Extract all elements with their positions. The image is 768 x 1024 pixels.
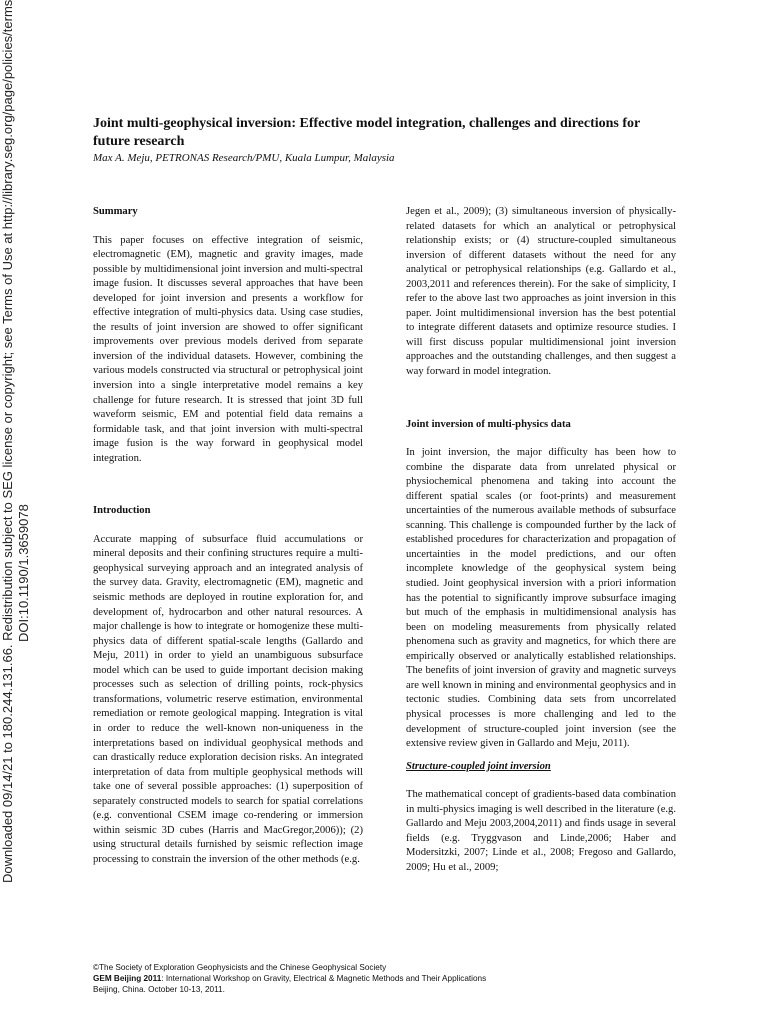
- download-notice: Downloaded 09/14/21 to 180.244.131.66. Redistribution subject to SEG license or copyright; see Terms of Use at http://library.seg.org/page/policies/terms: [0, 0, 15, 883]
- paper-title: Joint multi-geophysical inversion: Effective model integration, challenges and directions for future research: [93, 116, 641, 149]
- structure-coupled-heading: Structure-coupled joint inversion: [406, 760, 551, 772]
- introduction-text: Accurate mapping of subsurface fluid accumulations or mineral deposits and their confining structures require a multi-geophysical surveying approach and an integrated analysis of the survey data. Gravity, electromagnetic (EM), magnetic and seismic methods are deployed in routine exploration for, and development of, hydrocarbon and other natural resources. A major challenge is how to integrate or homogenize these multi-physics data of different spatial-scale lengths (Gallardo and Meju, 2011) in order to yield an unambiguous subsurface model which can be used to guide important decision making processes such as selection of drilling points, rock-physics transformations, volumetric reserve estimation, environmental remediation or remote geological mapping. Integration is vital in order to reduce the well-known non-uniqueness in the interpretations based on individual geophysical methods and can drastically reduce exploration decision risks. An integrated interpretation of data from multiple geophysical methods will take one of several possible approaches: (1) superposition of separately constructed models to search for spatial correlations (e.g. conventional CSEM image co-rendering or immersion within seismic 3D cubes (Harris and MacGregor,2006)); (2) using structural details furnished by seismic reflection image processing to constrain the inversion of the other methods (e.g.: [93, 533, 363, 865]
- summary-heading: Summary: [93, 206, 138, 217]
- summary-text: This paper focuses on effective integration of seismic, electromagnetic (EM), magnetic and gravity images, made possible by multidimensional joint inversion and multi-spectral image fusion. It discusses several approaches that have been developed for joint inversion and presents a workflow for effective integration of multi-physics data. Using case studies, the results of joint inversion are showed to offer significant improvements over previous models derived from separate inversion of the individual datasets. However, combining the various models constructed via structural or petrophysical joint inversion into a single interpretative model remains a key challenge for future research. It is stressed that joint 3D full waveform seismic, EM and potential field data remains a formidable task, and that joint inversion with multi-spectral image fusion is the way forward in geophysical model integration.: [93, 234, 363, 464]
- right-column: [406, 205, 676, 875]
- structure-coupled-text: The mathematical concept of gradients-based data combination in multi-physics imaging is well described in the literature (e.g. Gallardo and Meju 2003,2004,2011) and finds usage in several fields (e.g. Tryggvason and Linde,2006; Haber and Modersitzki, 2007; Linde et al., 2008; Fregoso and Gallardo, 2009; Hu et al., 2009;: [406, 789, 676, 873]
- left-column: [93, 205, 363, 867]
- doi-link[interactable]: DOI:10.1190/1.3659078: [16, 504, 31, 642]
- joint-inversion-text: In joint inversion, the major difficulty has been how to combine the disparate data from unrelated physical or physiochemical phenomena and taking into account the different spatial scales (or foot-prints) and measurement uncertainties of the numerous available methods of subsurface scanning. This challenge is compounded further by the lack of established procedures for characterization and propagation of uncertainties in the model predictions, and our often incomplete knowledge of the geophysical system being studied. Joint geophysical inversion with a priori information has the potential to significantly improve subsurface imaging but much of the emphasis in multidimensional analysis has been on modeling measurements from physically related phenomena such as gravity and magnetics, for which there are empirically observed or analytically established relationships. The benefits of joint inversion of gravity and magnetic surveys are well known in mining and environmental geophysics and in tectonic studies. Combining data sets from uncorrelated physical processes is more challenging and led to the development of structure-coupled joint inversion (see the extensive review given in Gallardo and Meju, 2011).: [406, 447, 676, 750]
- joint-inversion-heading: Joint inversion of multi-physics data: [406, 418, 571, 430]
- introduction-continued-text: Jegen et al., 2009); (3) simultaneous inversion of physically-related datasets for which an analytical or petrophysical relationship exists; or (4) structure-coupled simultaneous inversion of different datasets without the need for any analytical or petrophysical relationships (e.g. Gallardo et al., 2003,2011 and references therein). For the sake of simplicity, I refer to the above last two approaches as joint inversion in this paper. Joint multidimensional inversion has the best potential to integrate different datasets and optimize resource studies. I will first discuss popular multidimensional joint inversion approaches and the outstanding challenges, and then suggest a way forward in model integration.: [406, 206, 676, 378]
- page-footer: [93, 962, 613, 995]
- footer-event-desc: : International Workshop on Gravity, Electrical & Magnetic Methods and Their Applications: [161, 974, 487, 983]
- footer-event-name: GEM Beijing 2011: [93, 974, 162, 983]
- introduction-heading: Introduction: [93, 505, 151, 517]
- footer-copyright: ©The Society of Exploration Geophysicists and the Chinese Geophysical Society: [93, 963, 387, 972]
- footer-event: [93, 973, 613, 984]
- footer-location: Beijing, China. October 10-13, 2011.: [93, 985, 225, 994]
- paper-author: Max A. Meju, PETRONAS Research/PMU, Kuala Lumpur, Malaysia: [93, 152, 395, 164]
